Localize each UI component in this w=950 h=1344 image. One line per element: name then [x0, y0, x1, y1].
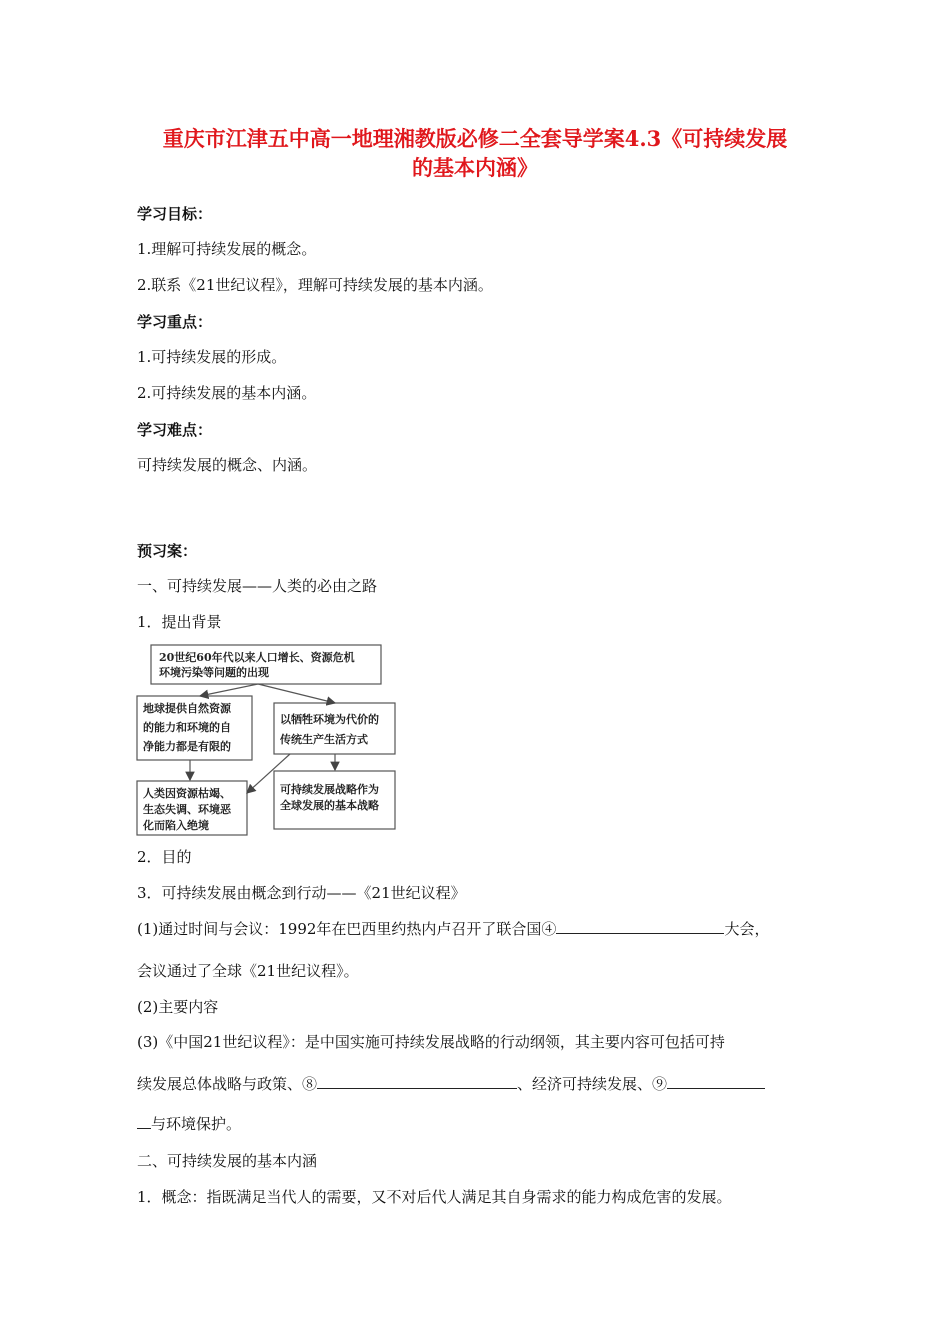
concept-definition: 1．概念：指既满足当代人的需要，又不对后代人满足其自身需求的能力构成危害的发展。 — [137, 1188, 732, 1206]
section-1-heading: 一、可持续发展——人类的必由之路 — [137, 577, 378, 595]
right-box-line-2: 传统生产生活方式 — [280, 733, 368, 746]
right-box — [274, 703, 395, 754]
difficulties-heading: 学习难点： — [137, 421, 213, 439]
bottom-left-line-1: 人类因资源枯竭、 — [143, 787, 231, 800]
objectives-heading: 学习目标： — [137, 205, 213, 223]
agenda-text-3: 与环境保护。 — [151, 1115, 242, 1133]
paragraph-meeting — [137, 918, 769, 939]
china-agenda-end — [137, 1113, 241, 1134]
difficulty-item-1: 可持续发展的概念、内涵。 — [137, 456, 318, 474]
objective-item-1: 1.理解可持续发展的概念。 — [137, 240, 317, 258]
key-point-item-1: 1.可持续发展的形成。 — [137, 348, 287, 366]
paragraph-china-agenda: (3)《中国21世纪议程》：是中国实施可持续发展战略的行动纲领，其主要内容可包括可持 — [137, 1033, 725, 1051]
objective-item-2: 2.联系《21世纪议程》，理解可持续发展的基本内涵。 — [137, 276, 493, 294]
top-box-line-2: 环境污染等问题的出现 — [159, 666, 269, 679]
title-line-1: 重庆市江津五中高一地理湘教版必修二全套导学案4.3《可持续发展 — [162, 126, 788, 151]
china-agenda-continued — [137, 1073, 765, 1094]
blank-8 — [317, 1074, 517, 1089]
blank-4 — [556, 919, 724, 934]
top-box-line-1: 20世纪60年代以来人口增长、资源危机 — [159, 651, 355, 664]
bottom-right-line-1: 可持续发展战略作为 — [280, 783, 379, 796]
left-box-line-3: 净能力都是有限的 — [143, 740, 231, 753]
paragraph-main-content: (2)主要内容 — [137, 998, 219, 1016]
preview-heading: 预习案： — [137, 542, 198, 560]
item-concept-to-action: 3．可持续发展由概念到行动——《21世纪议程》 — [137, 884, 466, 902]
agenda-text-1: 续发展总体战略与政策、⑧ — [137, 1075, 318, 1093]
document-title — [100, 124, 850, 182]
item-purpose: 2．目的 — [137, 848, 192, 866]
blank-9-continued — [137, 1114, 151, 1129]
meeting-text-continued: 会议通过了全球《21世纪议程》。 — [137, 962, 359, 980]
key-point-item-2: 2.可持续发展的基本内涵。 — [137, 384, 317, 402]
bottom-left-line-2: 生态失调、环境恶 — [143, 803, 231, 816]
right-box-line-1: 以牺牲环境为代价的 — [280, 713, 379, 726]
agenda-text-2: 、经济可持续发展、⑨ — [517, 1075, 668, 1093]
bottom-left-line-3: 化而陷入绝境 — [143, 819, 209, 832]
key-points-heading: 学习重点： — [137, 313, 213, 331]
title-line-2: 的基本内涵》 — [412, 155, 538, 180]
left-box-line-2: 的能力和环境的自 — [143, 721, 231, 734]
blank-9 — [667, 1074, 765, 1089]
bottom-right-line-2: 全球发展的基本战略 — [280, 799, 379, 812]
background-flow-diagram — [130, 638, 405, 843]
meeting-text: (1)通过时间与会议：1992年在巴西里约热内卢召开了联合国④ — [137, 920, 557, 938]
meeting-text-end: 大会， — [724, 920, 770, 938]
left-box-line-1: 地球提供自然资源 — [143, 702, 231, 715]
item-background: 1．提出背景 — [137, 613, 222, 631]
section-2-heading: 二、可持续发展的基本内涵 — [137, 1152, 318, 1170]
